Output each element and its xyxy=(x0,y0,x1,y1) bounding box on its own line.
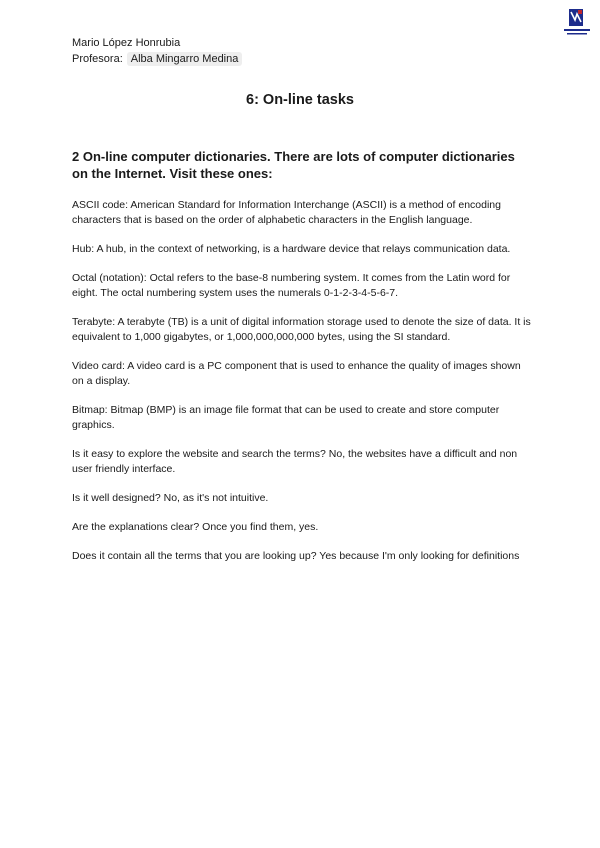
question-all-terms: Does it contain all the terms that you are looking up? Yes because I'm only looking for definitions xyxy=(72,550,520,562)
paragraph-bitmap: Bitmap: Bitmap (BMP) is an image file format that can be used to create and store computer graphics. xyxy=(72,404,500,431)
paragraph-hub: Hub: A hub, in the context of networking, is a hardware device that relays communication data. xyxy=(72,243,511,255)
body-text xyxy=(72,198,532,578)
teacher-line xyxy=(72,51,242,67)
question-easy-explore: Is it easy to explore the website and search the terms? No, the websites have a difficult and non user friendly interface. xyxy=(72,448,518,475)
page-title: 6: On-line tasks xyxy=(246,92,354,108)
paragraph-octal: Octal (notation): Octal refers to the base-8 numbering system. It comes from the Latin word for eight. The octal numbering system uses the numerals 0-1-2-3-4-5-6-7. xyxy=(72,272,511,299)
university-logo-icon xyxy=(562,8,592,38)
teacher-label: Profesora: xyxy=(72,53,123,65)
question-explanations: Are the explanations clear? Once you find them, yes. xyxy=(72,521,319,533)
question-well-designed: Is it well designed? No, as it's not intuitive. xyxy=(72,492,269,504)
teacher-name: Alba Mingarro Medina xyxy=(127,52,243,66)
paragraph-video-card: Video card: A video card is a PC component that is used to enhance the quality of images shown on a display. xyxy=(72,360,521,387)
paragraph-ascii: ASCII code: American Standard for Information Interchange (ASCII) is a method of encoding characters that is based on the order of alphabetic characters in the English language. xyxy=(72,199,501,226)
section-heading: 2 On-line computer dictionaries. There are lots of computer dictionaries on the Internet. Visit these ones: xyxy=(72,149,515,181)
author-name: Mario López Honrubia xyxy=(72,37,181,49)
document-header xyxy=(72,35,242,67)
paragraph-terabyte: Terabyte: A terabyte (TB) is a unit of digital information storage used to denote the size of data. It is equivalent to 1,000 gigabytes, or 1,000,000,000,000 bytes, using the SI standard. xyxy=(72,316,531,343)
